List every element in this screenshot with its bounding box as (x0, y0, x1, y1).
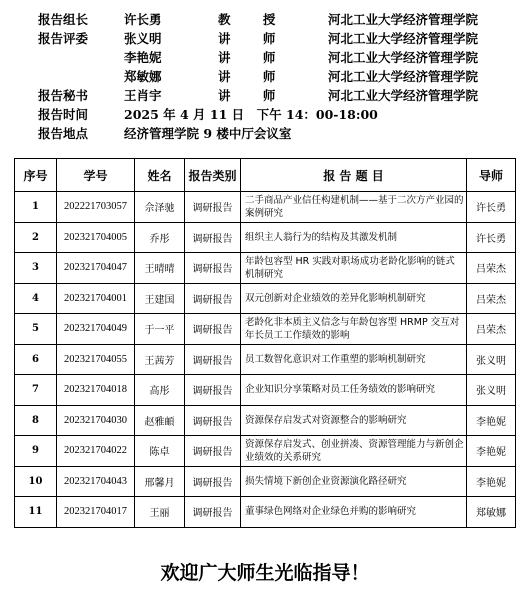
welcome-message: 欢迎广大师生光临指导！ (160, 562, 370, 584)
place-label: 报告地点 (38, 126, 89, 141)
cell-advisor: 张义明 (467, 375, 516, 406)
cell-report-title: 老龄化非本质主义信念与年龄包容型 HRMP 交互对年长员工工作绩效的影响 (241, 314, 467, 345)
reviewer-org: 河北工业大学经济管理学院 (328, 31, 479, 46)
reviewer-name: 郑敏娜 (124, 69, 162, 84)
place-value: 经济管理学院 9 楼中厅会议室 (124, 126, 292, 141)
reviewer-title: 讲 师 (218, 31, 290, 46)
cell-report-type: 调研报告 (185, 405, 241, 436)
table-header-row (15, 159, 516, 192)
cell-student-id: 202321704022 (57, 436, 135, 467)
cell-report-title: 损失情境下新创企业资源演化路径研究 (241, 466, 467, 497)
cell-report-type: 调研报告 (185, 497, 241, 528)
cell-student-id: 202321704055 (57, 344, 135, 375)
reviewers-label: 报告评委 (38, 31, 89, 46)
table-row (15, 253, 516, 284)
cell-report-type: 调研报告 (185, 436, 241, 467)
cell-name: 王晴晴 (135, 253, 185, 284)
secretary-label: 报告秘书 (38, 88, 89, 103)
cell-report-title: 董事绿色网络对企业绿色并购的影响研究 (241, 497, 467, 528)
cell-name: 邢馨月 (135, 466, 185, 497)
header-report-type: 报告类别 (185, 159, 241, 192)
secretary-title: 讲 师 (218, 88, 290, 103)
cell-report-title: 资源保存启发式、创业拼凑、资源管理能力与新创企业绩效的关系研究 (241, 436, 467, 467)
cell-name: 王建国 (135, 283, 185, 314)
cell-advisor: 吕荣杰 (467, 283, 516, 314)
cell-index: 11 (15, 497, 57, 528)
cell-report-type: 调研报告 (185, 253, 241, 284)
secretary-name: 王肖宇 (124, 88, 162, 103)
table-row (15, 436, 516, 467)
cell-report-title: 年龄包容型 HR 实践对职场成功老龄化影响的链式机制研究 (241, 253, 467, 284)
cell-report-type: 调研报告 (185, 344, 241, 375)
cell-student-id: 202321704018 (57, 375, 135, 406)
cell-report-type: 调研报告 (185, 192, 241, 223)
leader-title: 教 授 (218, 12, 290, 27)
cell-student-id: 202221703057 (57, 192, 135, 223)
time-label: 报告时间 (38, 107, 89, 122)
secretary-org: 河北工业大学经济管理学院 (328, 88, 479, 103)
cell-report-title: 二手商品产业信任构建机制——基于二次方产业园的案例研究 (241, 192, 467, 223)
cell-student-id: 202321704043 (57, 466, 135, 497)
cell-student-id: 202321704049 (57, 314, 135, 345)
cell-name: 于一平 (135, 314, 185, 345)
cell-report-type: 调研报告 (185, 283, 241, 314)
reviewer-title: 讲 师 (218, 69, 290, 84)
cell-name: 王丽 (135, 497, 185, 528)
table-row (15, 344, 516, 375)
cell-index: 4 (15, 283, 57, 314)
header-advisor: 导师 (467, 159, 516, 192)
cell-advisor: 郑敏娜 (467, 497, 516, 528)
cell-advisor: 李艳妮 (467, 405, 516, 436)
cell-report-title: 资源保存启发式对资源整合的影响研究 (241, 405, 467, 436)
cell-index: 1 (15, 192, 57, 223)
cell-index: 2 (15, 222, 57, 253)
cell-report-title: 双元创新对企业绩效的差异化影响机制研究 (241, 283, 467, 314)
table-row (15, 314, 516, 345)
cell-advisor: 许长勇 (467, 192, 516, 223)
cell-name: 乔彤 (135, 222, 185, 253)
table-row (15, 375, 516, 406)
cell-student-id: 202321704047 (57, 253, 135, 284)
reviewer-name: 李艳妮 (124, 50, 162, 65)
cell-report-type: 调研报告 (185, 314, 241, 345)
leader-name: 许长勇 (124, 12, 162, 27)
cell-advisor: 李艳妮 (467, 436, 516, 467)
cell-student-id: 202321704001 (57, 283, 135, 314)
cell-advisor: 李艳妮 (467, 466, 516, 497)
reviewer-title: 讲 师 (218, 50, 290, 65)
cell-index: 9 (15, 436, 57, 467)
time-value: 2025 年 4 月 11 日 下午 14：00-18:00 (124, 107, 378, 122)
header-report-title: 报 告 题 目 (241, 159, 467, 192)
report-schedule-table (14, 158, 516, 528)
cell-index: 6 (15, 344, 57, 375)
cell-name: 高彤 (135, 375, 185, 406)
cell-name: 王茜芳 (135, 344, 185, 375)
cell-advisor: 吕荣杰 (467, 314, 516, 345)
cell-name: 赵雅頔 (135, 405, 185, 436)
reviewer-org: 河北工业大学经济管理学院 (328, 50, 479, 65)
cell-report-title: 组织主人翁行为的结构及其激发机制 (241, 222, 467, 253)
cell-advisor: 许长勇 (467, 222, 516, 253)
cell-index: 10 (15, 466, 57, 497)
header-index: 序号 (15, 159, 57, 192)
cell-report-title: 员工数智化意识对工作重塑的影响机制研究 (241, 344, 467, 375)
cell-report-type: 调研报告 (185, 466, 241, 497)
leader-label: 报告组长 (38, 12, 89, 27)
table-row (15, 192, 516, 223)
leader-org: 河北工业大学经济管理学院 (328, 12, 479, 27)
reviewer-name: 张义明 (124, 31, 162, 46)
cell-name: 佘泽驰 (135, 192, 185, 223)
reviewer-org: 河北工业大学经济管理学院 (328, 69, 479, 84)
cell-index: 7 (15, 375, 57, 406)
table-row (15, 283, 516, 314)
cell-index: 3 (15, 253, 57, 284)
cell-advisor: 吕荣杰 (467, 253, 516, 284)
cell-student-id: 202321704030 (57, 405, 135, 436)
table-row (15, 497, 516, 528)
header-name: 姓名 (135, 159, 185, 192)
cell-report-title: 企业知识分享策略对员工任务绩效的影响研究 (241, 375, 467, 406)
cell-name: 陈卓 (135, 436, 185, 467)
cell-index: 8 (15, 405, 57, 436)
cell-report-type: 调研报告 (185, 375, 241, 406)
table-row (15, 405, 516, 436)
header-student-id: 学号 (57, 159, 135, 192)
cell-report-type: 调研报告 (185, 222, 241, 253)
cell-advisor: 张义明 (467, 344, 516, 375)
table-row (15, 222, 516, 253)
cell-student-id: 202321704005 (57, 222, 135, 253)
cell-student-id: 202321704017 (57, 497, 135, 528)
table-row (15, 466, 516, 497)
cell-index: 5 (15, 314, 57, 345)
